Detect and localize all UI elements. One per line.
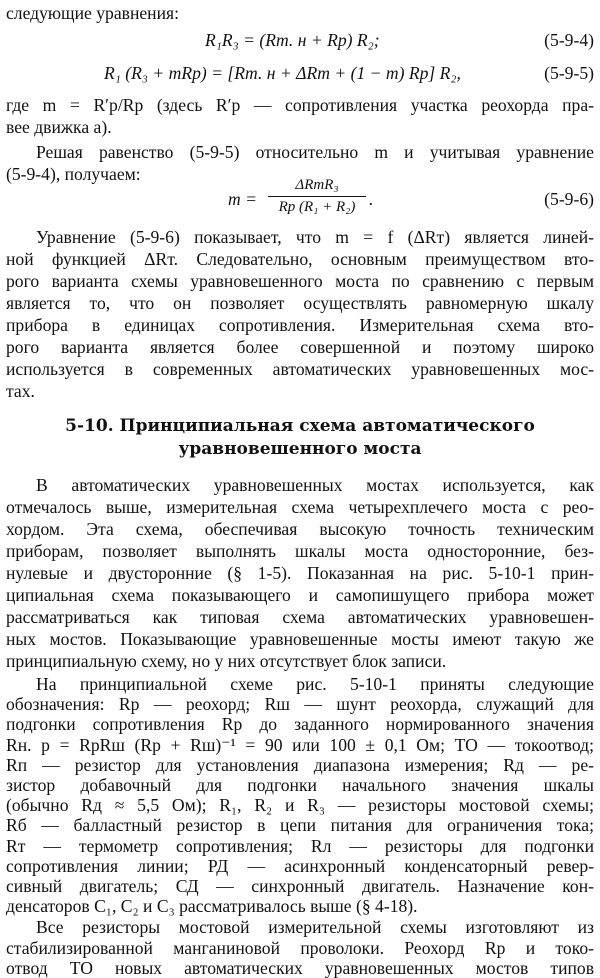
para1-line-3: рого варианта схемы уравновешенного моста по сравнению с первым bbox=[6, 271, 594, 291]
where-line-2: вее движка а). bbox=[6, 117, 112, 137]
para2-line-3: хордом. Эта схема, обеспечивая высокую точность техническим bbox=[6, 519, 594, 539]
equation-5-9-6-lhs: m = bbox=[228, 189, 257, 209]
para3-line-1: На принципиальной схеме рис. 5-10-1 приняты следующие bbox=[36, 674, 594, 694]
para3-line-10: сопротивления линии; РД — асинхронный конденсаторный ревер- bbox=[6, 855, 594, 876]
para3-line-11: сивный двигатель; СД — синхронный двигатель. Назначение кон- bbox=[6, 876, 594, 896]
para1-line-1: Уравнение (5-9-6) показывает, что m = f (ΔRт) является линей- bbox=[36, 227, 594, 247]
para3-line-12: денсаторов C₁, C₂ и C₃ рассматривалось выше (§ 4-18). bbox=[6, 896, 418, 917]
para3-line-2: обозначения: Rр — реохорд; Rш — шунт реохорда, служащий для bbox=[6, 694, 594, 715]
para1-line-6: рого варианта является более совершенной и поэтому широко bbox=[6, 337, 594, 357]
section-heading-line-2: уравновешенного моста bbox=[178, 439, 422, 459]
para2-line-5: нулевые и двусторонние (§ 1-5). Показанная на рис. 5-10-1 прин- bbox=[6, 563, 594, 583]
para3-line-3: подгонки сопротивления Rр до заданного нормированного значения bbox=[6, 714, 594, 735]
para3-line-9: Rт — термометр сопротивления; Rл — резисторы для подгонки bbox=[6, 835, 594, 856]
solve-line-1: Решая равенство (5-9-5) относительно m и учитывая уравнение bbox=[36, 142, 594, 162]
para2-line-2: отмечалось выше, измерительная схема четырехплечего моста с рео- bbox=[6, 497, 594, 517]
section-heading-line-1: 5-10. Принципиальная схема автоматического bbox=[65, 416, 535, 436]
para4-line-2: стабилизированной манганиновой проволоки. Реохорд Rр и токо- bbox=[6, 937, 594, 958]
para3-line-7: (обычно Rд ≈ 5,5 Ом); R₁, R₂ и R₃ — резисторы мостовой схемы; bbox=[6, 795, 594, 816]
equation-5-9-4: R₁R₃ = (Rт. н + Rр) R₂; bbox=[205, 30, 380, 50]
para2-line-9: принципиальную схему, но у них отсутствует блок записи. bbox=[6, 651, 447, 671]
equation-number-5-9-5: (5-9-5) bbox=[544, 63, 594, 83]
fraction-bar bbox=[268, 196, 366, 197]
para1-line-4: является то, что он позволяет осуществлять равномерную шкалу bbox=[6, 293, 594, 313]
para2-line-7: рассматриваться как типовая схема автоматических уравновешен- bbox=[6, 607, 594, 627]
para1-line-2: ной функцией ΔRт. Следовательно, основным преимуществом вто- bbox=[6, 249, 594, 269]
para2-line-1: В автоматических уравновешенных мостах используется, как bbox=[36, 475, 594, 495]
where-line-1: где m = R′р/Rр (здесь R′р — сопротивления участка реохорда пра- bbox=[6, 95, 594, 115]
para2-line-8: ных мостов. Показывающие уравновешенные мосты имеют такую же bbox=[6, 629, 594, 649]
equation-5-9-5: R₁ (R₃ + mRр) = [Rт. н + ΔRт + (1 − m) Rр] R₂, bbox=[104, 63, 461, 83]
equation-5-9-6-numerator: ΔRтR₃ bbox=[295, 177, 339, 193]
solve-line-2: (5-9-4), получаем: bbox=[6, 164, 141, 184]
para3-line-5: Rп — резистор для установления диапазона измерения; Rд — ре- bbox=[6, 754, 594, 775]
equation-5-9-6-denominator: Rр (R₁ + R₂) bbox=[278, 199, 356, 215]
equation-number-5-9-4: (5-9-4) bbox=[544, 30, 594, 50]
para4-line-3: отвод ТО новых автоматических уравновешенных мостов типов bbox=[6, 957, 594, 978]
para1-line-7: используется в современных автоматических уравновешенных мос- bbox=[6, 359, 594, 379]
para1-line-8: тах. bbox=[6, 381, 35, 401]
para4-line-1: Все резисторы мостовой измерительной схемы изготовляют из bbox=[36, 917, 594, 938]
para2-line-4: приборам, позволяет выполнять шкалы моста односторонние, без- bbox=[6, 541, 594, 561]
intro-line: следующие уравнения: bbox=[6, 3, 179, 23]
para2-line-6: ципиальная схема показывающего и самопишущего прибора может bbox=[6, 585, 594, 605]
para3-line-8: Rб — балластный резистор в цепи питания для ограничения тока; bbox=[6, 815, 594, 836]
equation-5-9-6-tail: . bbox=[369, 189, 374, 209]
para3-line-6: зистор добавочный для подгонки начального значения шкалы bbox=[6, 775, 594, 795]
para1-line-5: прибора в единицах сопротивления. Измерительная схема вто- bbox=[6, 315, 594, 335]
para3-line-4: Rн. р = RрRш (Rр + Rш)⁻¹ = 90 или 100 ± 0,1 Ом; ТО — токоотвод; bbox=[6, 734, 594, 755]
equation-number-5-9-6: (5-9-6) bbox=[544, 189, 594, 209]
